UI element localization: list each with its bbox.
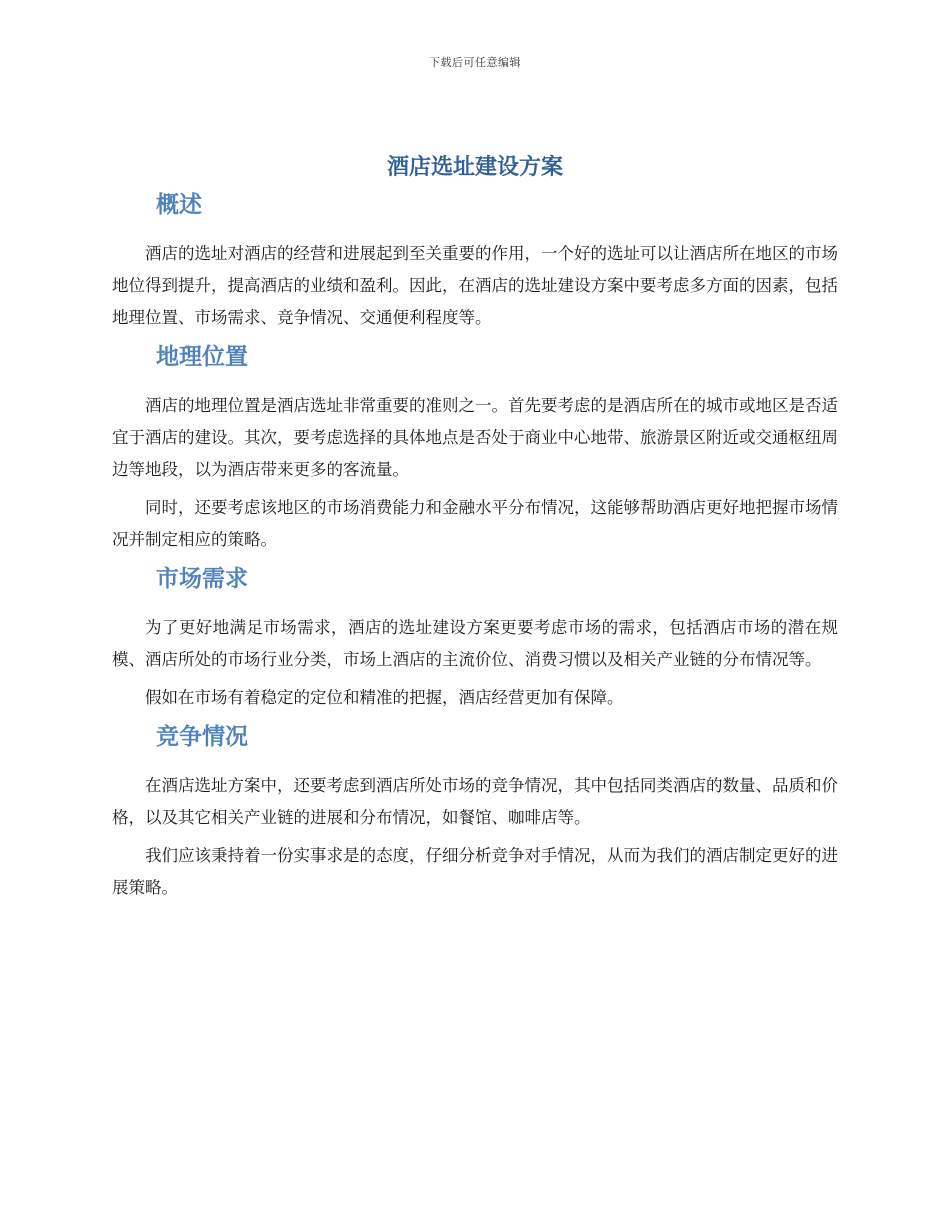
section-heading: 市场需求	[156, 566, 248, 592]
section-market-demand	[112, 562, 838, 714]
paragraph: 酒店的地理位置是酒店选址非常重要的准则之一。首先要考虑的是酒店所在的城市或地区是否适宜于酒店的建设。其次，要考虑选择的具体地点是否处于商业中心地带、旅游景区附近或交通枢纽周边等地段，以为酒店带来更多的客流量。	[112, 396, 838, 479]
section-competition	[112, 720, 838, 904]
header-note: 下载后可任意编辑	[429, 56, 521, 69]
section-heading: 地理位置	[156, 344, 248, 370]
paragraph: 同时，还要考虑该地区的市场消费能力和金融水平分布情况，这能够帮助酒店更好地把握市场情况并制定相应的策略。	[112, 498, 838, 549]
paragraph: 为了更好地满足市场需求，酒店的选址建设方案更要考虑市场的需求，包括酒店市场的潜在规模、酒店所处的市场行业分类，市场上酒店的主流价位、消费习惯以及相关产业链的分布情况等。	[112, 618, 838, 669]
section-heading: 概述	[156, 192, 202, 218]
section-overview	[112, 188, 838, 334]
section-heading: 竞争情况	[156, 724, 248, 750]
paragraph: 假如在市场有着稳定的定位和精准的把握，酒店经营更加有保障。	[145, 688, 624, 707]
paragraph: 在酒店选址方案中，还要考虑到酒店所处市场的竞争情况，其中包括同类酒店的数量、品质和价格，以及其它相关产业链的进展和分布情况，如餐馆、咖啡店等。	[112, 776, 838, 827]
document-title: 酒店选址建设方案	[386, 155, 563, 180]
paragraph: 酒店的选址对酒店的经营和进展起到至关重要的作用，一个好的选址可以让酒店所在地区的市场地位得到提升，提高酒店的业绩和盈利。因此，在酒店的选址建设方案中要考虑多方面的因素，包括地理位置、市场需求、竞争情况、交通便利程度等。	[112, 244, 838, 327]
document-body	[112, 188, 838, 910]
section-location	[112, 340, 838, 556]
paragraph: 我们应该秉持着一份实事求是的态度，仔细分析竞争对手情况，从而为我们的酒店制定更好的进展策略。	[112, 846, 838, 897]
